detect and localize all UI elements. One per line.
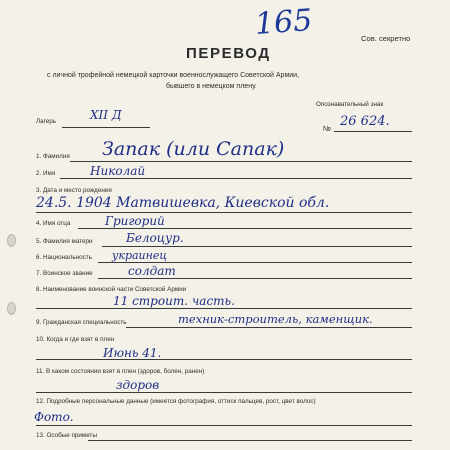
document-subtitle-line2: бывшего в немецком плену. — [166, 83, 257, 90]
field-surname-label: 1. Фамилия — [36, 153, 70, 160]
field-nationality-value: украинец — [112, 249, 168, 262]
punch-hole — [7, 302, 16, 315]
field-rank-label: 7. Воинское звание — [36, 270, 93, 277]
field-captured-line — [36, 359, 412, 360]
field-personal-data-label: 12. Подробные персональные данные (имеется фотография, оттиск пальцев, рост, цвет волос) — [36, 398, 316, 405]
camp-value: XII Д — [90, 108, 122, 122]
field-captured-value: Июнь 41. — [103, 346, 162, 360]
document-subtitle-line1: с личной трофейной немецкой карточки военнослужащего Советской Армии, — [47, 72, 300, 79]
field-birth-line — [36, 212, 412, 213]
field-special-marks-label: 13. Особые приметы — [36, 432, 97, 439]
field-name-value: Николай — [90, 164, 146, 178]
field-condition-line — [36, 392, 412, 393]
field-specialty-value: техник-строитель, каменщик. — [178, 312, 373, 326]
field-surname-line — [70, 161, 412, 162]
tag-value: 26 624. — [340, 114, 390, 129]
field-unit-label: 8. Наименование воинской части Советской Армии — [36, 286, 187, 293]
field-personal-data-value: Фото. — [34, 410, 74, 424]
field-surname-value: Запак (или Сапак) — [102, 138, 285, 160]
field-mother-label: 5. Фамилия матери — [36, 238, 93, 245]
field-nationality-line — [98, 262, 412, 263]
punch-hole — [7, 234, 16, 247]
camp-label: Лагерь — [36, 118, 57, 125]
field-specialty-line — [126, 327, 412, 328]
tag-line — [334, 131, 412, 132]
field-father-line — [78, 228, 412, 229]
camp-line — [62, 127, 150, 128]
field-specialty-label: 9. Гражданская специальность — [36, 319, 127, 326]
field-name-line — [60, 178, 412, 179]
field-unit-line — [36, 308, 412, 309]
field-nationality-label: 6. Национальность — [36, 254, 92, 261]
field-birth-label: 3. Дата и место рождения — [36, 187, 112, 194]
field-personal-data-line — [36, 425, 412, 426]
field-rank-line — [98, 278, 412, 279]
field-mother-value: Белоцур. — [126, 231, 184, 245]
field-condition-value: здоров — [116, 378, 160, 392]
field-mother-line — [102, 246, 412, 247]
tag-prefix: № — [323, 124, 332, 133]
archive-number: 165 — [253, 3, 314, 42]
field-condition-label: 11. В каком состоянии взят в плен (здоров, болен, ранен) — [36, 368, 205, 375]
field-father-label: 4. Имя отца — [36, 220, 71, 227]
field-special-marks-line — [88, 440, 412, 441]
field-father-value: Григорий — [105, 214, 165, 228]
document-title: ПЕРЕВОД — [186, 45, 271, 62]
field-captured-label: 10. Когда и где взят в плен — [36, 336, 115, 343]
tag-label: Опознавательный знак — [316, 101, 384, 108]
classification-label: Сов. секретно — [361, 34, 411, 43]
field-unit-value: 11 строит. часть. — [113, 294, 235, 308]
field-name-label: 2. Имя — [36, 170, 56, 177]
field-birth-value: 24.5. 1904 Матвишевка, Киевской обл. — [36, 195, 330, 211]
field-rank-value: солдат — [128, 264, 176, 278]
